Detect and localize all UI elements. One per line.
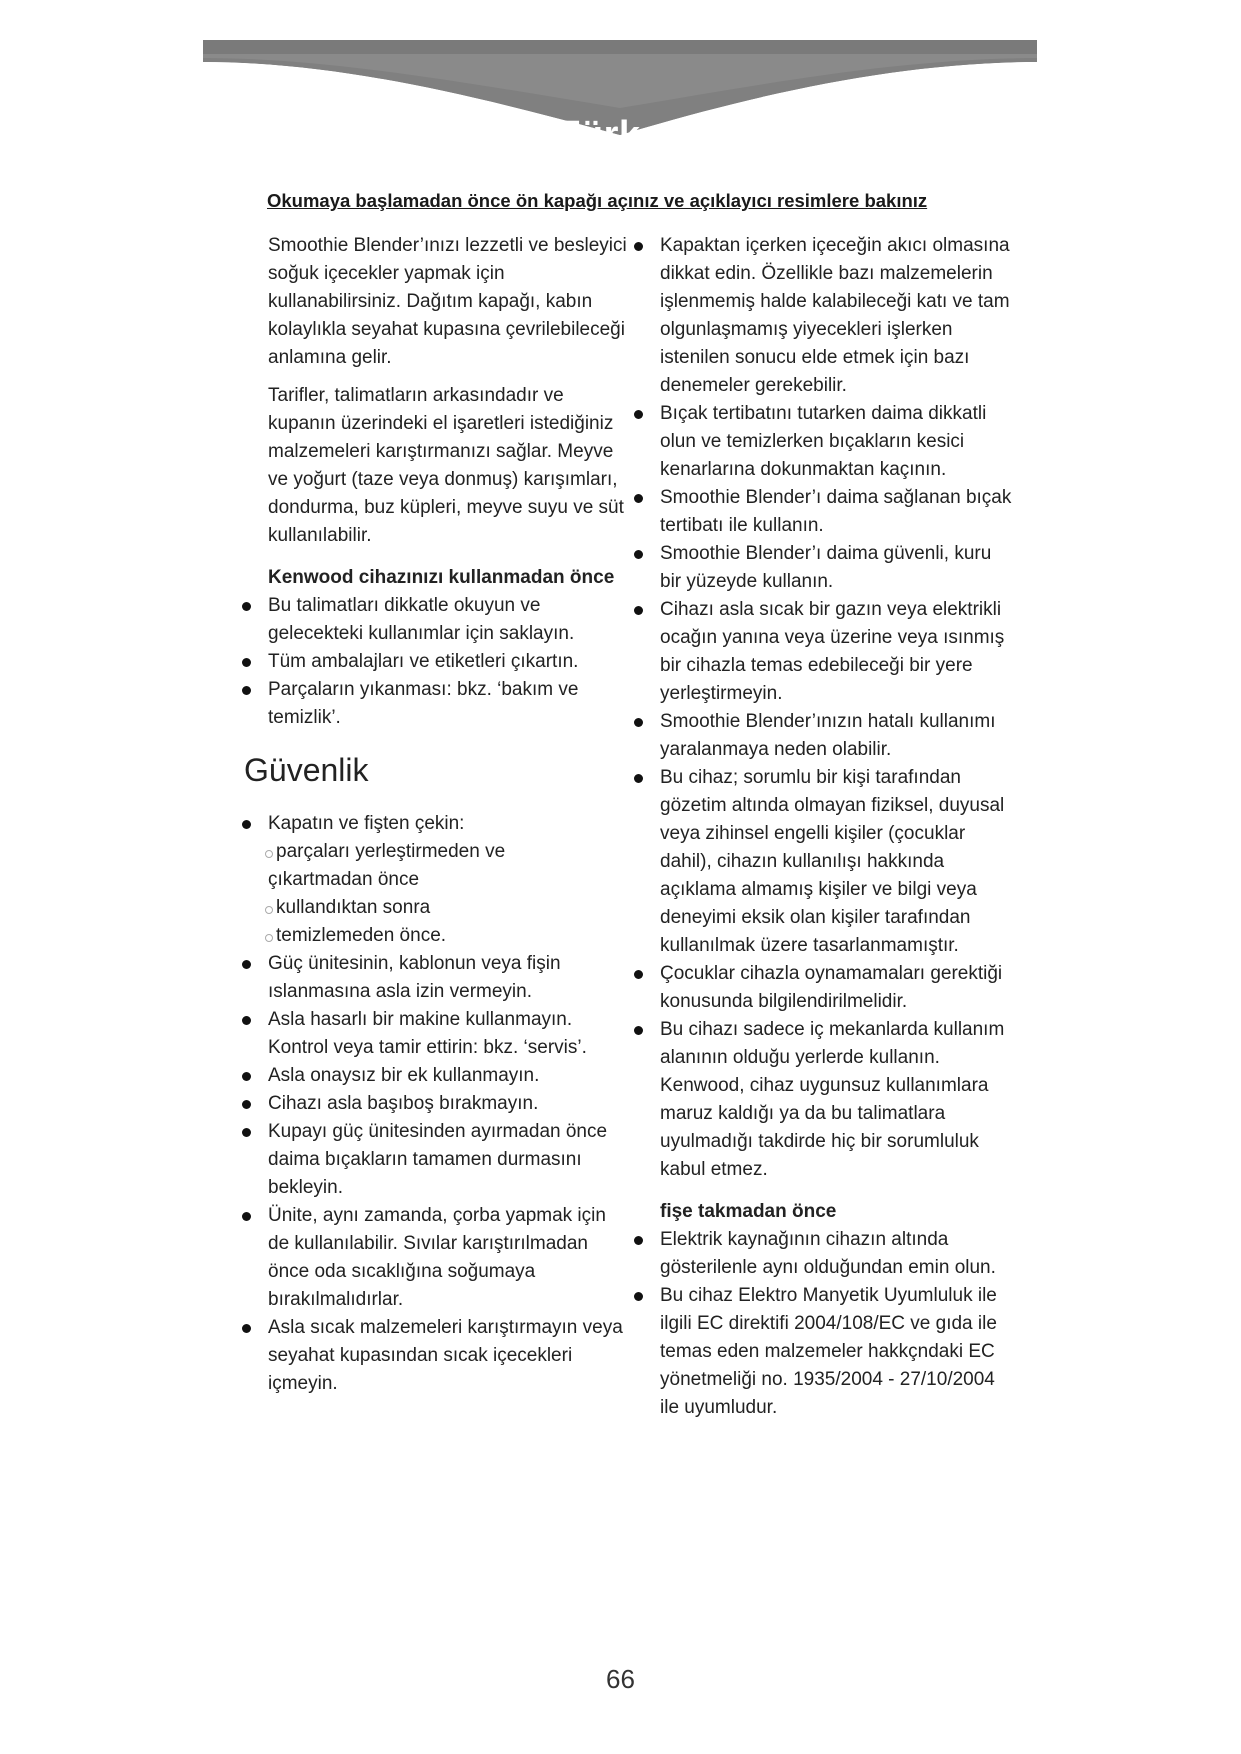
- bullet-icon: [242, 1072, 251, 1081]
- bullet-icon: [634, 1236, 643, 1245]
- before-plug-heading: fişe takmadan önce: [660, 1201, 837, 1222]
- list-item: Kapaktan içerken içeceğin akıcı olmasına dikkat edin. Özellikle bazı malzemelerin işlenmemiş halde kalabileceği katı ve tam olgunlaşmamış yiyecekleri işlerken istenilen sonucu elde etmek için bazı denemeler gerekebilir.: [632, 232, 1012, 400]
- bullet-icon: [242, 658, 251, 667]
- header-banner: [203, 40, 1037, 190]
- language-title: Türkçe: [556, 114, 684, 156]
- list-item: Asla sıcak malzemeleri karıştırmayın veya seyahat kupasından sıcak içecekleri içmeyin.: [240, 1314, 630, 1398]
- right-column: [632, 232, 1012, 1422]
- bullet-icon: [634, 494, 643, 503]
- list-item: Tüm ambalajları ve etiketleri çıkartın.: [240, 648, 630, 676]
- sub-list-item: çıkartmadan önce: [268, 869, 420, 890]
- list-item: Bu cihaz; sorumlu bir kişi tarafından gözetim altında olmayan fiziksel, duyusal veya zihinsel engelli kişiler (çocuklar dahil), cihazın kullanılışı hakkında açıklama almamış kişiler ve bilgi veya deneyimi eksik olan kişiler tarafından kullanılmak üzere tasarlanmamıştır.: [632, 764, 1012, 960]
- bullet-icon: [242, 1100, 251, 1109]
- intro-paragraph: Smoothie Blender’ınızı lezzetli ve besleyici soğuk içecekler yapmak için kullanabilirsiniz. Dağıtım kapağı, kabın kolaylıkla seyahat kupasına çevrilebileceği anlamına gelir.: [268, 235, 627, 368]
- before-use-list: [240, 592, 630, 732]
- bullet-icon: [242, 1128, 251, 1137]
- list-item: Bıçak tertibatını tutarken daima dikkatli olun ve temizlerken bıçakların kesici kenarlarına dokunmaktan kaçının.: [632, 400, 1012, 484]
- before-use-heading: Kenwood cihazınızı kullanmadan önce: [268, 567, 615, 588]
- list-item: Kupayı güç ünitesinden ayırmadan önce daima bıçakların tamamen durmasını bekleyin.: [240, 1118, 630, 1202]
- sub-list-item: kullandıktan sonra: [268, 894, 630, 922]
- bullet-icon: [242, 1212, 251, 1221]
- sub-list-item: temizlemeden önce.: [268, 922, 630, 950]
- list-item: Çocuklar cihazla oynamamaları gerektiği konusunda bilgilendirilmelidir.: [632, 960, 1012, 1016]
- circle-bullet-icon: [265, 906, 273, 914]
- bullet-icon: [634, 242, 643, 251]
- bullet-icon: [242, 960, 251, 969]
- safety-list-continued: [632, 232, 1012, 1184]
- sub-list-item: parçaları yerleştirmeden ve: [268, 838, 630, 866]
- left-column: [240, 232, 630, 1398]
- bullet-icon: [634, 718, 643, 727]
- bullet-icon: [242, 602, 251, 611]
- list-item: Bu cihazı sadece iç mekanlarda kullanım alanının olduğu yerlerde kullanın. Kenwood, cihaz uygunsuz kullanımlara maruz kaldığı ya da bu talimatlara uyulmadığı takdirde hiç bir sorumluluk kabul etmez.: [632, 1016, 1012, 1184]
- list-item: Bu talimatları dikkatle okuyun ve gelecekteki kullanımlar için saklayın.: [240, 592, 630, 648]
- list-item: Güç ünitesinin, kablonun veya fişin ıslanmasına asla izin vermeyin.: [240, 950, 630, 1006]
- intro-note: Okumaya başlamadan önce ön kapağı açınız ve açıklayıcı resimlere bakınız: [267, 190, 928, 211]
- bullet-icon: [634, 970, 643, 979]
- bullet-icon: [634, 550, 643, 559]
- list-item: Kapatın ve fişten çekin: parçaları yerleştirmeden ve çıkartmadan önce kullandıktan sonra temizlemeden önce.: [240, 810, 630, 950]
- safety-heading: Güvenlik: [244, 752, 369, 788]
- list-item: Smoothie Blender’ı daima güvenli, kuru bir yüzeyde kullanın.: [632, 540, 1012, 596]
- circle-bullet-icon: [265, 850, 273, 858]
- circle-bullet-icon: [265, 934, 273, 942]
- list-item: Ünite, aynı zamanda, çorba yapmak için de kullanılabilir. Sıvılar karıştırılmadan önce oda sıcaklığına soğumaya bırakılmalıdırlar.: [240, 1202, 630, 1314]
- list-item: Smoothie Blender’ı daima sağlanan bıçak tertibatı ile kullanın.: [632, 484, 1012, 540]
- before-plug-list: [632, 1226, 1012, 1422]
- bullet-icon: [634, 1292, 643, 1301]
- list-item: Asla hasarlı bir makine kullanmayın. Kontrol veya tamir ettirin: bkz. ‘servis’.: [240, 1006, 630, 1062]
- bullet-icon: [242, 820, 251, 829]
- bullet-icon: [634, 606, 643, 615]
- bullet-icon: [634, 410, 643, 419]
- page-number: 66: [606, 1664, 635, 1694]
- list-item: Smoothie Blender’ınızın hatalı kullanımı yaralanmaya neden olabilir.: [632, 708, 1012, 764]
- list-item: Cihazı asla sıcak bir gazın veya elektrikli ocağın yanına veya üzerine veya ısınmış bir cihazla temas edebileceği bir yere yerleştirmeyin.: [632, 596, 1012, 708]
- list-item: Cihazı asla başıboş bırakmayın.: [240, 1090, 630, 1118]
- bullet-icon: [634, 1026, 643, 1035]
- bullet-icon: [242, 1324, 251, 1333]
- safety-list: [240, 810, 630, 1398]
- list-item: Elektrik kaynağının cihazın altında gösterilenle aynı olduğundan emin olun.: [632, 1226, 1012, 1282]
- list-item: Asla onaysız bir ek kullanmayın.: [240, 1062, 630, 1090]
- bullet-icon: [634, 774, 643, 783]
- bullet-icon: [242, 1016, 251, 1025]
- list-item: Bu cihaz Elektro Manyetik Uyumluluk ile ilgili EC direktifi 2004/108/EC ve gıda ile temas eden malzemeler hakkçndaki EC yönetmeliği no. 1935/2004 - 27/10/2004 ile uyumludur.: [632, 1282, 1012, 1422]
- bullet-icon: [242, 686, 251, 695]
- list-item: Parçaların yıkanması: bkz. ‘bakım ve temizlik’.: [240, 676, 630, 732]
- intro-paragraph: Tarifler, talimatların arkasındadır ve kupanın üzerindeki el işaretleri istediğiniz malzemeleri karıştırmanızı sağlar. Meyve ve yoğurt (taze veya donmuş) karışımları, dondurma, buz küpleri, meyve suyu ve süt kullanılabilir.: [268, 385, 624, 546]
